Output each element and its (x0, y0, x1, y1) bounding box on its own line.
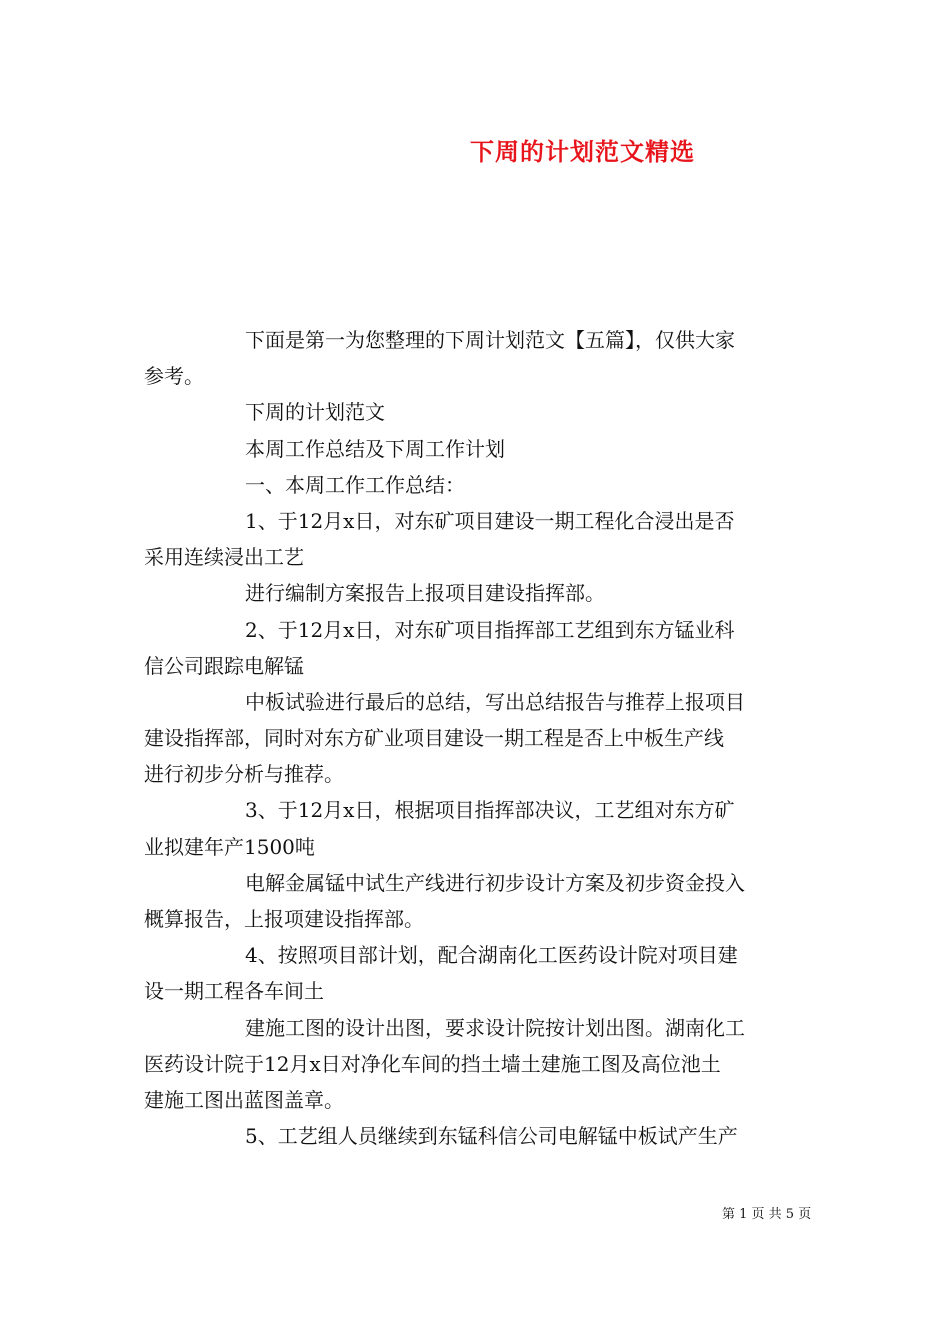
paragraph-line: 一、本周工作工作总结： (245, 472, 465, 497)
paragraph-line: 采用连续浸出工艺 (144, 545, 304, 570)
paragraph-line: 电解金属锰中试生产线进行初步设计方案及初步资金投入 (245, 870, 745, 895)
paragraph-line: 建施工图出蓝图盖章。 (144, 1087, 344, 1112)
paragraph-line: 下周的计划范文 (245, 400, 385, 425)
paragraph-line: 3、于12月x日，根据项目指挥部决议，工艺组对东方矿 (245, 798, 735, 823)
paragraph-line: 信公司跟踪电解锰 (144, 653, 304, 678)
paragraph-line: 4、按照项目部计划，配合湖南化工医药设计院对项目建 (245, 943, 738, 968)
paragraph-line: 概算报告，上报项建设指挥部。 (144, 907, 424, 931)
paragraph-line: 建设指挥部，同时对东方矿业项目建设一期工程是否上中板生产线 (144, 726, 724, 751)
document-body (144, 322, 806, 1154)
paragraph-line: 医药设计院于12月x日对净化车间的挡土墙土建施工图及高位池土 (144, 1051, 721, 1076)
paragraph-line: 中板试验进行最后的总结，写出总结报告与推荐上报项目 (245, 689, 745, 714)
paragraph-line: 参考。 (144, 364, 204, 389)
paragraph-line: 2、于12月x日，对东矿项目指挥部工艺组到东方锰业科 (245, 617, 735, 642)
page-footer: 第 1 页 共 5 页 (722, 1207, 812, 1222)
paragraph-line: 1、于12月x日，对东矿项目建设一期工程化合浸出是否 (245, 508, 735, 533)
paragraph-line: 5、工艺组人员继续到东锰科信公司电解锰中板试产生产 (245, 1124, 738, 1149)
paragraph-line: 进行编制方案报告上报项目建设指挥部。 (245, 581, 605, 606)
paragraph-line: 建施工图的设计出图，要求设计院按计划出图。湖南化工 (245, 1015, 745, 1040)
document-title: 下周的计划范文精选 (470, 137, 695, 166)
paragraph-line: 进行初步分析与推荐。 (144, 762, 344, 787)
paragraph-line: 设一期工程各车间土 (144, 979, 324, 1004)
paragraph-line: 本周工作总结及下周工作计划 (245, 436, 505, 461)
paragraph-line: 下面是第一为您整理的下周计划范文【五篇】，仅供大家 (245, 328, 735, 352)
paragraph-line: 业拟建年产1500吨 (144, 834, 315, 859)
